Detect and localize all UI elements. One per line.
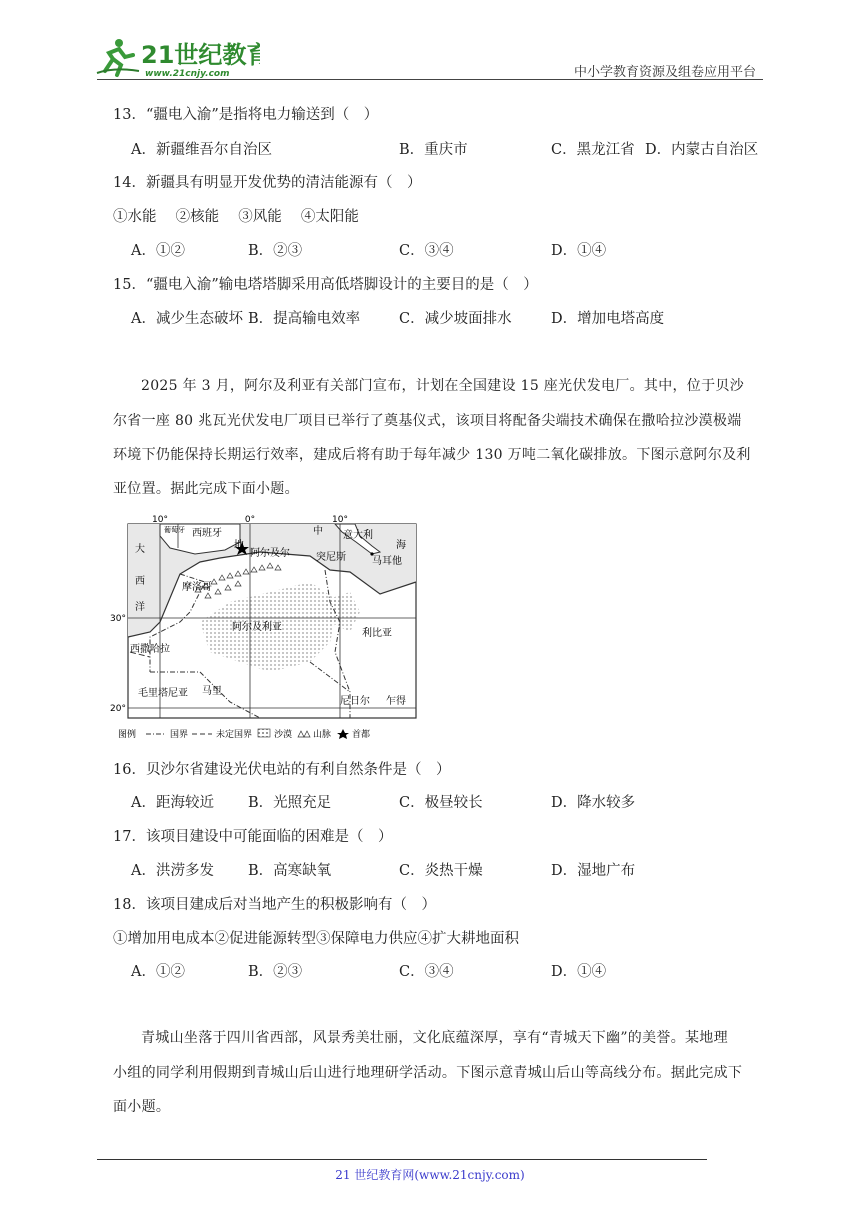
- map-label-morocco: 摩洛哥: [182, 582, 212, 593]
- legend-undefined-border: 未定国界: [216, 730, 253, 740]
- passage-algeria-line-1: 2025 年 3 月，阿尔及利亚有关部门宣布，计划在全国建设 15 座光伏发电厂。其中，位于贝沙: [141, 378, 744, 394]
- question-17-option-c: C．炎热干燥: [399, 863, 483, 879]
- runner-icon: [97, 39, 139, 75]
- question-17-option-b: B．高寒缺氧: [248, 863, 332, 879]
- site-logo: [95, 35, 260, 80]
- map-label-algiers: 阿尔及尔: [250, 548, 290, 559]
- legend-border: 国界: [170, 730, 189, 740]
- question-15-stem: 15．“疆电入渝”输电塔塔脚采用高低塔脚设计的主要目的是（ ）: [113, 277, 538, 293]
- map-label-da: 大: [135, 544, 145, 555]
- map-lon-label: 10°: [152, 515, 168, 525]
- question-14-option-c: C．③④: [399, 243, 454, 259]
- question-16-option-d: D．降水较多: [551, 795, 636, 811]
- question-18-option-d: D．①④: [551, 964, 607, 980]
- header-platform-text: 中小学教育资源及组卷应用平台: [573, 65, 756, 80]
- question-15-option-b: B．提高输电效率: [248, 311, 361, 327]
- footer-divider: [97, 1159, 707, 1160]
- passage-qingcheng-line-1: 青城山坐落于四川省西部，风景秀美壮丽，文化底蕴深厚，享有“青城天下幽”的美誉。某地理: [141, 1030, 728, 1046]
- question-18-choices: ①增加用电成本②促进能源转型③保障电力供应④扩大耕地面积: [113, 931, 519, 947]
- map-legend: [118, 728, 370, 740]
- map-label-hai: 海: [396, 540, 406, 551]
- footer-site-text: 21 世纪教育网(www.21cnjy.com): [335, 1168, 525, 1182]
- question-16-option-c: C．极昼较长: [399, 795, 483, 811]
- legend-desert: 沙漠: [274, 730, 293, 740]
- question-15-option-d: D．增加电塔高度: [551, 311, 665, 327]
- question-13-option-b: B．重庆市: [399, 142, 468, 158]
- question-13-option-d: D．内蒙古自治区: [645, 142, 759, 158]
- logo-main-text: 21世纪教育: [141, 41, 260, 69]
- algeria-location-map: [110, 512, 420, 742]
- question-13-stem: 13．“疆电入渝”是指将电力输送到（ ）: [113, 107, 379, 123]
- question-15-option-c: C．减少坡面排水: [399, 311, 512, 327]
- question-16-option-b: B．光照充足: [248, 795, 332, 811]
- question-13-option-a: A．新疆维吾尔自治区: [131, 142, 272, 158]
- question-14-stem: 14．新疆具有明显开发优势的清洁能源有（ ）: [113, 175, 422, 191]
- map-label-niger: 尼日尔: [340, 696, 370, 707]
- map-lat-label: 30°: [110, 614, 126, 624]
- passage-qingcheng-line-3: 面小题。: [113, 1099, 171, 1115]
- map-label-mauritania: 毛里塔尼亚: [138, 688, 188, 699]
- map-label-malta: 马耳他: [372, 556, 402, 567]
- question-18-option-b: B．②③: [248, 964, 303, 980]
- map-label-algeria: 阿尔及利亚: [232, 622, 282, 633]
- question-14-option-d: D．①④: [551, 243, 607, 259]
- map-label-xi: 西: [135, 576, 145, 587]
- question-18-option-a: A．①②: [131, 964, 185, 980]
- map-lat-label: 20°: [110, 704, 126, 714]
- map-label-tunisia: 突尼斯: [316, 552, 346, 563]
- question-16-option-a: A．距海较近: [131, 795, 214, 811]
- passage-algeria-line-2: 尔省一座 80 兆瓦光伏发电厂项目已举行了奠基仪式，该项目将配备尖端技术确保在撒哈拉沙漠极端: [113, 413, 742, 429]
- legend-mountain: 山脉: [313, 730, 332, 740]
- map-label-spain: 西班牙: [192, 528, 222, 539]
- map-lon-label: 10°: [332, 515, 348, 525]
- passage-qingcheng-line-2: 小组的同学利用假期到青城山后山进行地理研学活动。下图示意青城山后山等高线分布。据此完成下: [113, 1065, 743, 1081]
- question-14-option-b: B．②③: [248, 243, 303, 259]
- question-18-stem: 18．该项目建成后对当地产生的积极影响有（ ）: [113, 897, 436, 913]
- question-16-stem: 16．贝沙尔省建设光伏电站的有利自然条件是（ ）: [113, 762, 451, 778]
- question-17-stem: 17．该项目建设中可能面临的困难是（ ）: [113, 829, 393, 845]
- question-15-option-a: A．减少生态破坏: [131, 311, 243, 327]
- question-14-option-a: A．①②: [131, 243, 185, 259]
- passage-algeria-line-4: 亚位置。据此完成下面小题。: [113, 481, 299, 497]
- map-label-portugal: 葡萄牙: [164, 526, 185, 534]
- logo-url-text: www.21cnjy.com: [145, 69, 230, 79]
- passage-algeria-line-3: 环境下仍能保持长期运行效率，建成后将有助于每年减少 130 万吨二氧化碳排放。下图示意阿尔及利: [113, 447, 751, 463]
- legend-capital: 首都: [352, 730, 371, 740]
- question-17-option-d: D．湿地广布: [551, 863, 636, 879]
- map-label-di: 地: [234, 540, 244, 551]
- map-lon-label: 0°: [244, 515, 256, 525]
- map-label-chad: 乍得: [386, 696, 406, 707]
- map-label-yang: 洋: [135, 602, 145, 613]
- map-label-zhong: 中: [313, 526, 323, 537]
- header-divider: [97, 79, 763, 80]
- map-label-mali: 马里: [202, 686, 222, 697]
- map-label-west-sahara: 西撒哈拉: [130, 644, 170, 655]
- question-13-option-c: C．黑龙江省: [551, 142, 635, 158]
- map-label-libya: 利比亚: [362, 628, 392, 639]
- question-18-option-c: C．③④: [399, 964, 454, 980]
- map-label-italy: 意大利: [343, 530, 373, 541]
- question-14-choices: ①水能 ②核能 ③风能 ④太阳能: [113, 209, 359, 225]
- legend-title: 图例: [118, 730, 137, 740]
- question-17-option-a: A．洪涝多发: [131, 863, 214, 879]
